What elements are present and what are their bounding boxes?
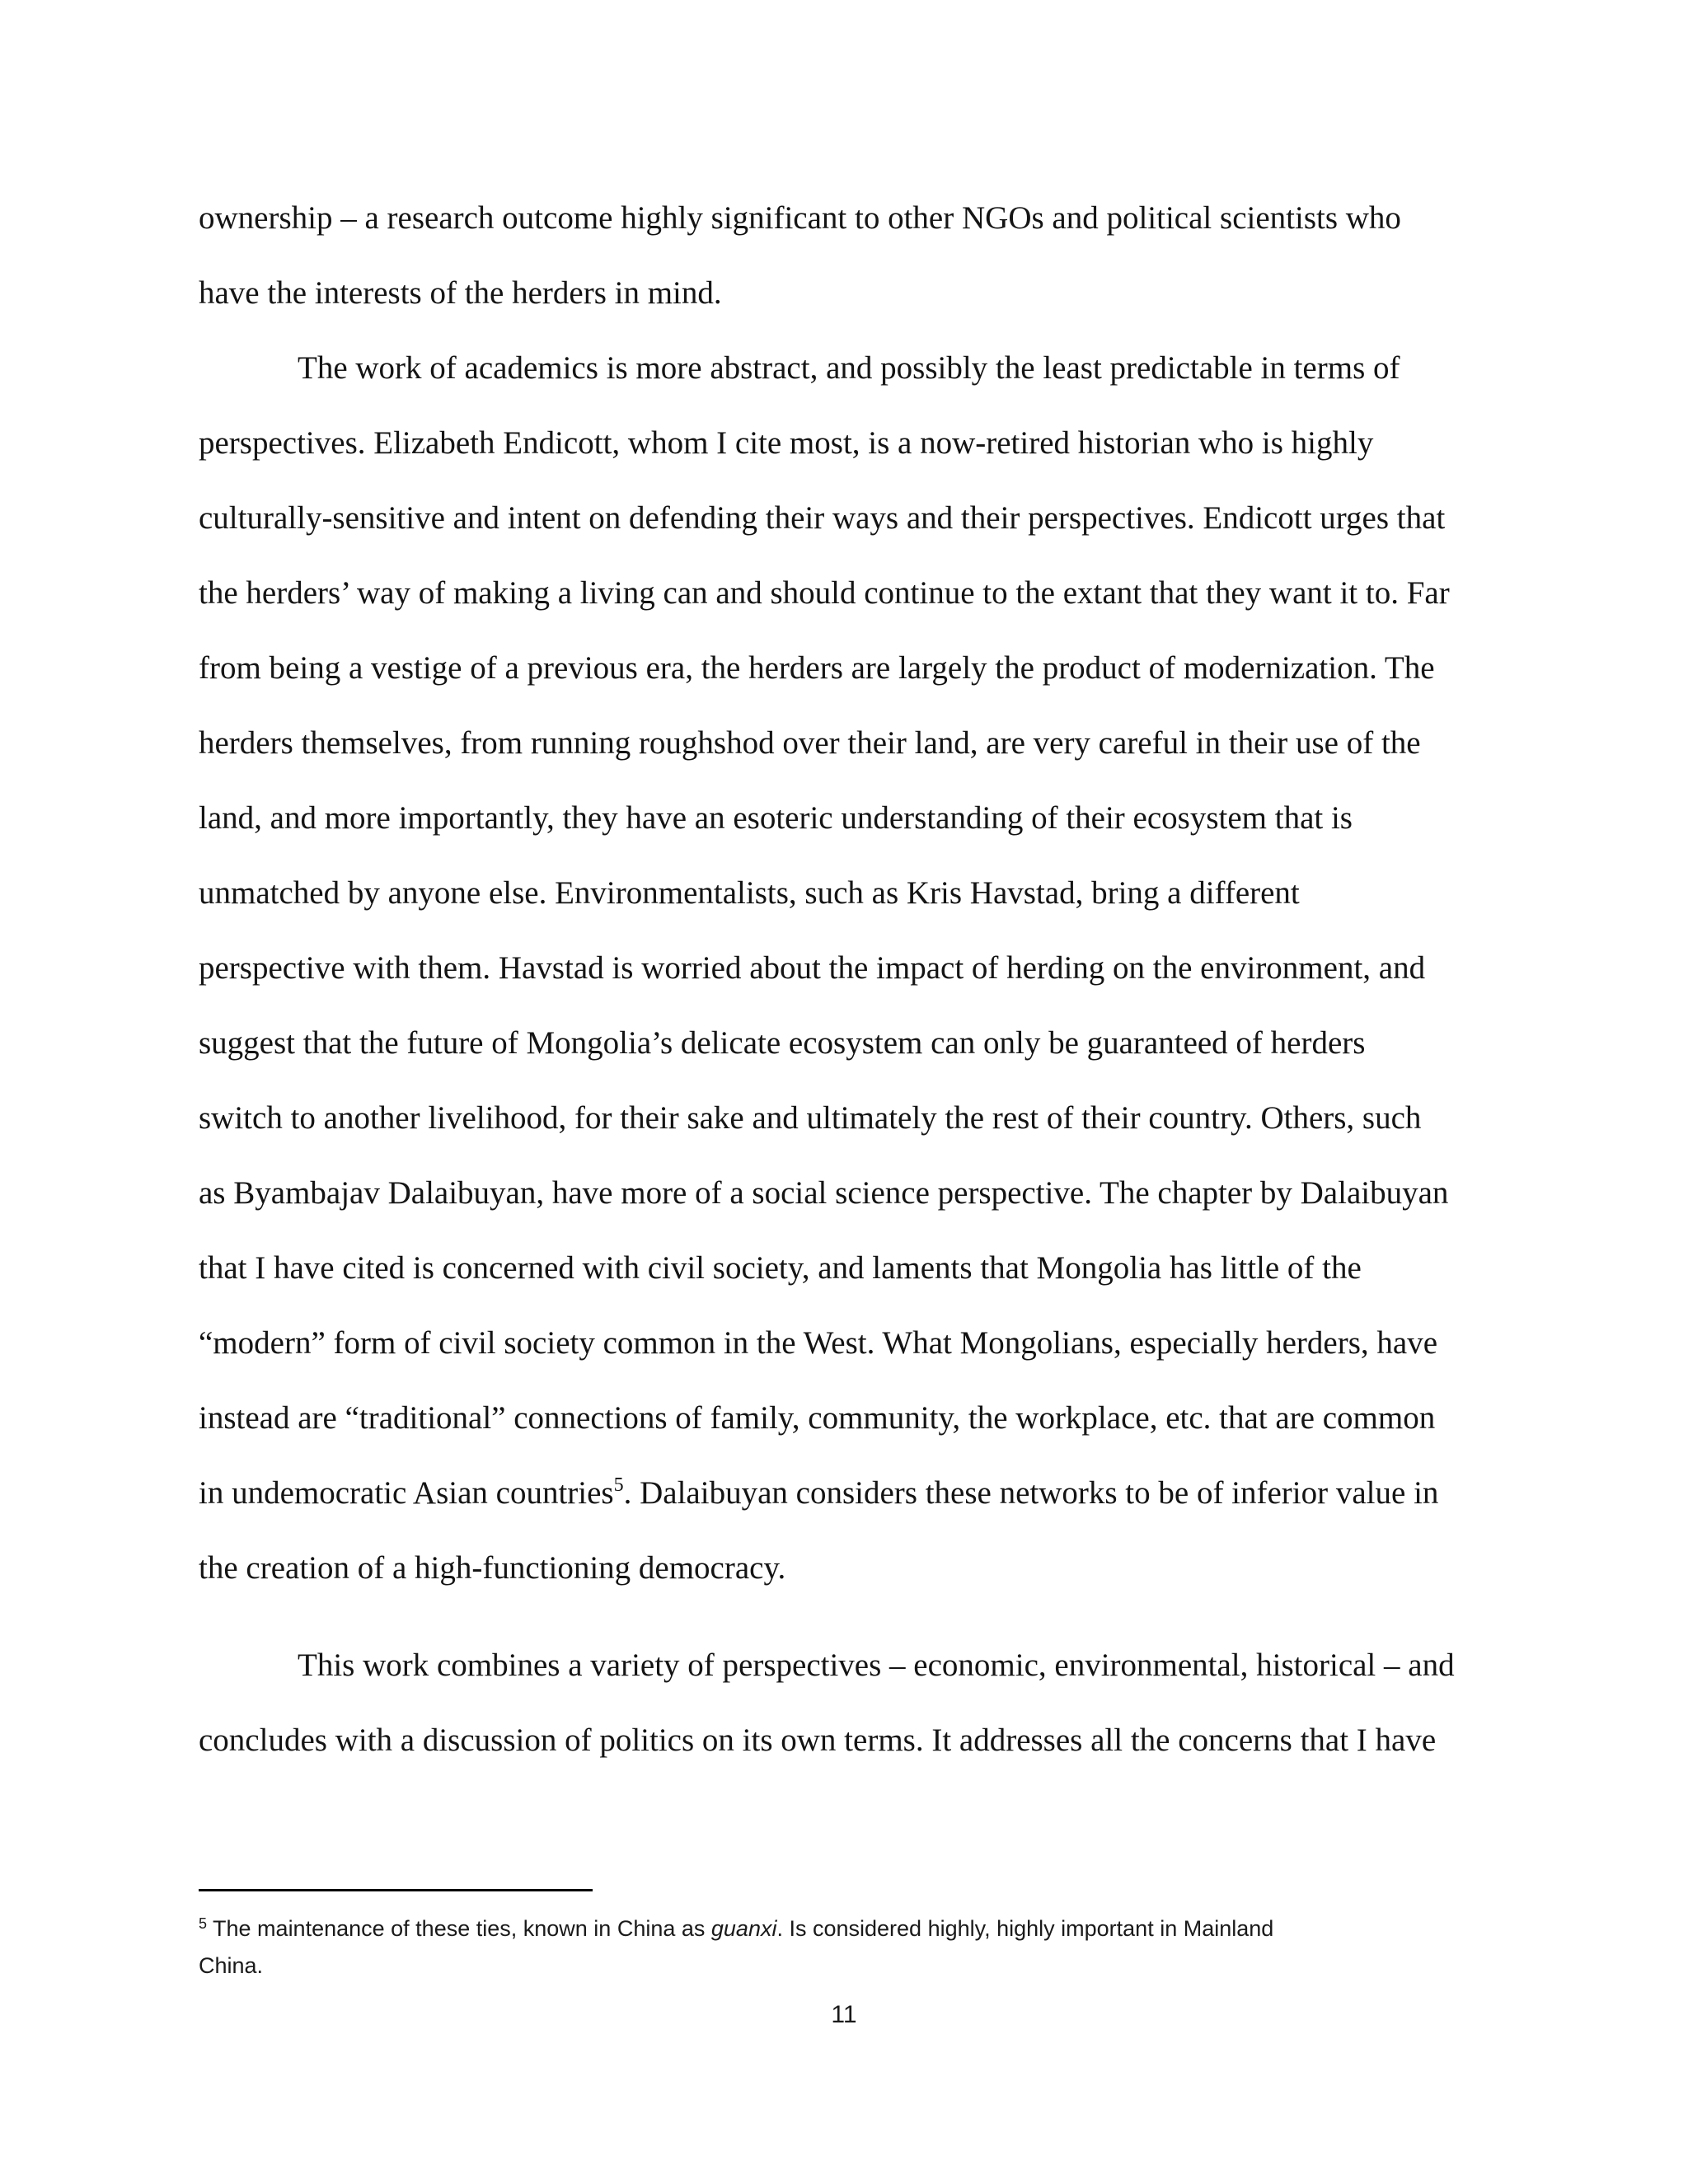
- footnote-reference[interactable]: 5: [613, 1474, 624, 1496]
- body-text-segment: in undemocratic Asian countries: [199, 1475, 614, 1511]
- body-text-line: concludes with a discussion of politics on its own terms. It addresses all the concerns that I have: [199, 1722, 1437, 1758]
- footnote-separator: [199, 1889, 593, 1891]
- body-text-line: The work of academics is more abstract, and possibly the least predictable in terms of: [298, 350, 1400, 386]
- body-text-line: have the interests of the herders in mind.: [199, 275, 722, 311]
- footnote-marker: 5: [199, 1915, 208, 1932]
- body-text-line: suggest that the future of Mongolia’s delicate ecosystem can only be guaranteed of herders: [199, 1025, 1366, 1061]
- body-text-line: ownership – a research outcome highly significant to other NGOs and political scientists who: [199, 200, 1401, 236]
- footnote-italic-term: guanxi: [710, 1916, 777, 1941]
- body-text-line: land, and more importantly, they have an esoteric understanding of their ecosystem that is: [199, 800, 1353, 836]
- body-text-line: as Byambajav Dalaibuyan, have more of a social science perspective. The chapter by Dalaibuyan: [199, 1175, 1449, 1211]
- page-number: 11: [831, 2001, 857, 2028]
- footnote: [199, 1915, 1274, 1941]
- body-text-line-with-footnote-ref: [199, 1474, 1439, 1511]
- body-text-line: from being a vestige of a previous era, the herders are largely the product of modernization. The: [199, 650, 1435, 686]
- footnote-continuation: China.: [199, 1953, 264, 1978]
- body-text-line: that I have cited is concerned with civil society, and laments that Mongolia has little of the: [199, 1250, 1362, 1286]
- body-text-line: herders themselves, from running roughshod over their land, are very careful in their use of the: [199, 725, 1421, 761]
- body-text-line: the herders’ way of making a living can and should continue to the extant that they want it to. Far: [199, 575, 1450, 611]
- body-text-line: perspectives. Elizabeth Endicott, whom I cite most, is a now-retired historian who is highly: [199, 425, 1374, 461]
- body-text-line: the creation of a high-functioning democracy.: [199, 1550, 786, 1586]
- body-text-line: This work combines a variety of perspectives – economic, environmental, historical – and: [298, 1647, 1455, 1683]
- footnote-text: The maintenance of these ties, known in China as: [207, 1916, 711, 1941]
- body-text-line: unmatched by anyone else. Environmentalists, such as Kris Havstad, bring a different: [199, 875, 1300, 911]
- body-text-line: culturally-sensitive and intent on defending their ways and their perspectives. Endicott urges that: [199, 500, 1446, 536]
- body-text-segment: . Dalaibuyan considers these networks to be of inferior value in: [623, 1475, 1439, 1511]
- body-text-line: switch to another livelihood, for their sake and ultimately the rest of their country. Others, such: [199, 1100, 1422, 1136]
- body-text-line: instead are “traditional” connections of family, community, the workplace, etc. that are common: [199, 1400, 1436, 1436]
- body-text-line: perspective with them. Havstad is worried about the impact of herding on the environment, and: [199, 950, 1426, 986]
- body-text-line: “modern” form of civil society common in the West. What Mongolians, especially herders, have: [199, 1325, 1438, 1361]
- footnote-text: . Is considered highly, highly important in Mainland: [776, 1916, 1274, 1941]
